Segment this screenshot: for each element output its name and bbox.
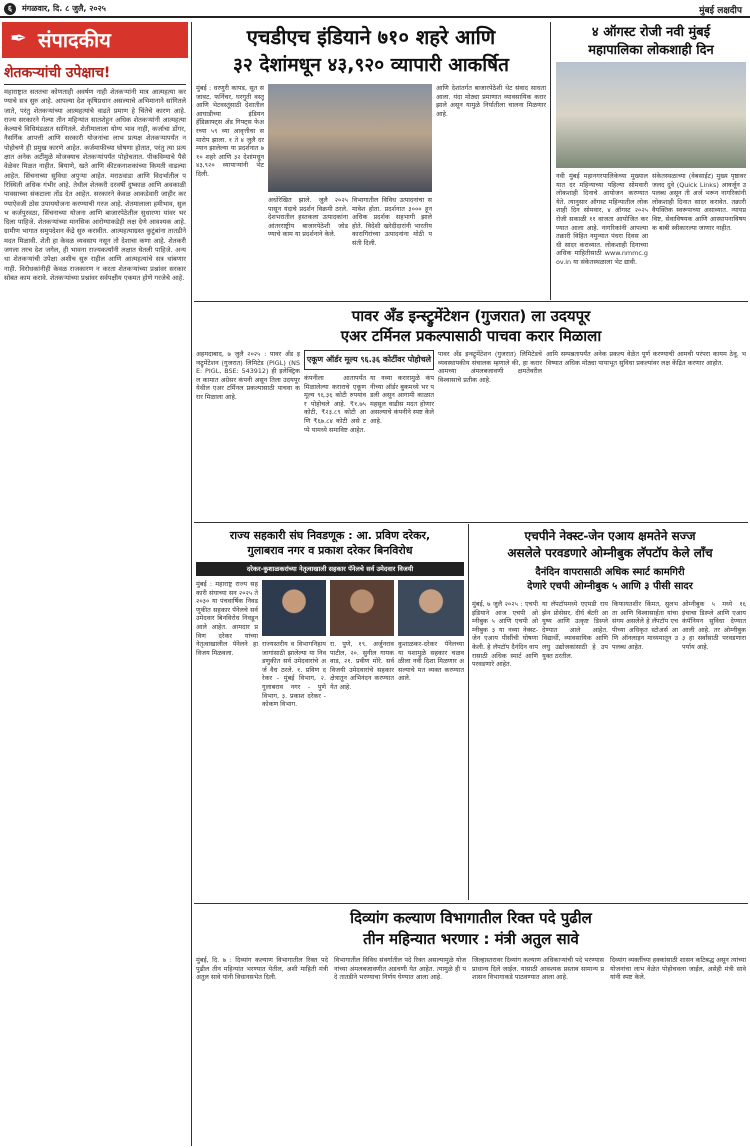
divyang-headline-1: दिव्यांग कल्याण विभागातील रिक्त पदे पुढील [350, 909, 592, 927]
hdfc-col-1: मुंबई : धरणुरी कापड, सूत सजावट, फर्निचर, घरगुती वस्तू आणि भेटवस्तूंसाठी देशातील आघाडीच्या इंडियन हँडिक्राफ्ट्स अँड गिफ्ट्स फेअरच्या ५९ व्या आवृत्तीचा समारोप झाला. १ ते ४ जुलै दरम्यान झालेल्या या प्रदर्शनात ७१० शहरे आणि ३२ देशांमधून ४३,९२० व्यापाऱ्यांनी भेट दिली. [196, 84, 264, 178]
divyang-col-3: जिल्हास्तरावर दिव्यांग कल्याण अधिकाऱ्यांची पदे भरण्यास प्राधान्य दिले जाईल. यासाठी आवश्यक प्रस्ताव सामान्य प्रशासन विभागाकडे पाठवण्यात आला आहे. [472, 956, 604, 982]
bmc-body: नवी मुंबई महानगरपालिकेच्या मुख्यालयात दर महिन्याच्या पहिल्या सोमवारी लोकशाही दिनाचे आयोजन करण्यात येते. त्यानुसार ऑगस्ट महिन्यातील लोकशाही दिन सोमवार, ४ ऑगस्ट २०२५ रोजी सकाळी ११ वाजता आयोजित करण्यात आला आहे. नागरिकांनी आपल्या तक्रारी विहित नमुन्यात पंधरा दिवस आधी सादर कराव्यात. लोकशाही दिनाच्या अधिक माहितीसाठी www.nmmc.gov.in या संकेतस्थळाला भेट द्यावी. [556, 172, 648, 266]
brand-name: मुंबई लक्षदीप [699, 6, 742, 16]
hp-col-1: मुंबई, ७ जुलै २०२५ : एचपी इंडियाने आज एचपी ओम्नीबुक ५ आणि एचपी ओम्नीबुक ३ या नव्या नेक्स्ट-जेन एआय पीसींची घोषणा केली. हे लॅपटॉप दैनंदिन वापरासाठी अधिक स्मार्ट आणि परवडणारे आहेत. [472, 600, 538, 669]
page-header [0, 0, 750, 18]
hp-subheadline-2: देणारे एचपी ओम्नीबुक ५ आणि ३ पीसी सादर [527, 581, 693, 592]
hdfc-col-4: आणि देशांतर्गत बाजारपेठेशी थेट संवाद साधता आला. यंदा मोठ्या प्रमाणात व्यावसायिक करार झाले असून यामुळे निर्यातीला चालना मिळणार आहे. [436, 84, 546, 118]
hp-col-2: या लॅपटॉपमध्ये एएमडी रायझेन प्रोसेसर, दीर्घ बॅटरी आयुष्य आणि उत्कृष्ट डिस्प्ले देण्यात आले आहेत. विद्यार्थी, व्यावसायिक आणि लघु उद्योजकांसाठी हे उपयुक्त ठरतील. [542, 600, 608, 660]
divyang-col-1: मुंबई, दि. ७ : दिव्यांग कल्याण विभागातील रिक्त पदे पुढील तीन महिन्यांत भरण्यात येतील, अशी माहिती मंत्री अतुल सावे यांनी विधानसभेत दिली. [196, 956, 328, 982]
power-col-4: पावर अँड इन्स्ट्रुमेंटेशन (गुजरात) लिमिटेडचे व्यवस्थापकीय संचालक म्हणाले की, हा करार आमच्या अंमलबजावणी क्षमतेवरील विश्वासाचे प्रतीक आहे. [438, 350, 542, 384]
power-col-3: या नव्या करारामुळे कंपनीच्या ऑर्डर बुकमध्ये भर पडली असून आगामी काळात महसूल वाढीस मदत होणार असल्याचे कंपनीने स्पष्ट केले आहे. [370, 374, 434, 425]
hp-headline-2: असलेले परवडणारे ओम्नीबुक लॅपटॉप केले लाँच [507, 546, 713, 560]
coop-col-1: मुंबई : महाराष्ट्र राज्य सहकारी संघाच्या सन २०२५ ते २०३० या पंचवार्षिक निवडणुकीत सहकार पॅनेलचे सर्व उमेदवार बिनविरोध निवडून आले आहेत. आमदार प्रविण दरेकर यांच्या नेतृत्वाखालील पॅनेलने हा विजय मिळवला. [196, 580, 258, 657]
hp-headline-1: एचपीने नेक्स्ट-जेन एआय क्षमतेने सज्ज [524, 529, 696, 543]
coop-col-2: राज्यस्तरीय व विभागनिहाय जागांसाठी झालेल्या या निवडणुकीत सर्व उमेदवारांचे अर्ज वैध ठरले. १. प्रविण दरेकर - मुंबई विभाग, २. गुलाबराव नगर - पुणे विभाग, ३. प्रकाश दरेकर - कोकण विभाग. [262, 640, 326, 709]
coop-headline-2: गुलाबराव नगर व प्रकाश दरेकर बिनविरोध [247, 544, 413, 557]
hdfc-col-2: अधोरेखित झाले. जुलै २०२५ पासून यंदाचे प्रदर्शन विक्रमी ठरले. देशभरातील हस्तकला उत्पादकांना आंतरराष्ट्रीय बाजारपेठेशी जोडण्याचे काम या प्रदर्शनाने केले. [268, 196, 348, 239]
hp-subheadline-1: दैनंदिन वापरासाठी अधिक स्मार्ट कामगिरी [535, 567, 685, 578]
coop-portrait-2 [330, 580, 394, 636]
hdfc-col-3: विभागातील विविध उत्पादनांचा समावेश होता. प्रदर्शनात ३००० हून अधिक प्रदर्शक सहभागी झाले होते. विदेशी खरेदीदारांनी भारतीय कारागिरांच्या उत्पादनांना मोठी पसंती दिली. [352, 196, 432, 247]
coop-portrait-1 [262, 580, 326, 636]
editorial-title: संपादकीय [38, 28, 111, 52]
coop-banner-box [196, 562, 464, 576]
coop-banner-text: दरेकर-कुशाळकरांच्या नेतृत्वाखाली सहकार पॅनेलचे सर्व उमेदवार विजयी [246, 565, 414, 573]
hp-col-4: ओम्नीबुक ५ मध्ये १६ इंचाचा डिस्प्ले आणि एआय कंपॅनियन सुविधा देण्यात आली आहे. तर ओम्नीबुक ३ हा सर्वांसाठी परवडणारा पर्याय आहे. [682, 600, 746, 651]
power-col-5: आमि सम्पन्नतापर्यंत अनेक प्रकल्प वेळेत पूर्ण करण्याची आमची परंपरा कायम ठेवू. भविष्यात अधिक मोठ्या पायाभूत सुविधा प्रकल्पांवर लक्ष केंद्रित करणार आहोत. [546, 350, 746, 367]
divyang-col-2: विभागातील विविध संवर्गातील पदे रिक्त असल्यामुळे योजनांच्या अंमलबजावणीत अडचणी येत आहेत. त्यामुळे ही पदे तातडीने भरण्याचा निर्णय घेण्यात आला आहे. [334, 956, 466, 982]
coop-col-3: रा. पुणे, १९. अर्जुनराव पाटील, २०. सुनील गायकवाड, २१. प्रवीण मोरे. सर्व विजयी उमेदवारांचे सहकार क्षेत्रातून अभिनंदन करण्यात येत आहे. [330, 640, 394, 691]
hdfc-headline-1: एचडीएच इंडियाने ७१० शहरे आणि [246, 25, 496, 49]
divyang-col-4: दिव्यांग व्यक्तींच्या हक्कांसाठी शासन कटिबद्ध असून त्यांच्या योजनांचा लाभ वेळेत पोहोचवला जाईल, असेही मंत्री सावे यांनी स्पष्ट केले. [610, 956, 746, 982]
bmc-right-col: संकेतस्थळाच्या (वेबसाईट) मुख्य पृष्ठावर जलद दुवे (Quick Links) आवर्जून उपलब्ध असून ती अर्ज भरून नागरिकांनी लोकशाही दिनात सादर करावेत. तक्रारी वैयक्तिक स्वरूपाच्या असाव्यात. न्यायप्रविष्ट, सेवाविषयक आणि आस्थापनाविषयक बाबी स्वीकारल्या जाणार नाहीत. [652, 172, 746, 232]
editorial-pen-icon: ✒ [10, 26, 27, 50]
coop-portrait-3 [398, 580, 464, 636]
coop-col-4: कुशाळकर-दरेकर पॅनेलच्या या यशामुळे सहकार चळवळीला नवी दिशा मिळणार असल्याचे मत व्यक्त करण्यात आले. [398, 640, 464, 683]
bmc-building-photo [556, 62, 746, 168]
power-col-2: कंपनीला आतापर्यंत मिळालेल्या कराराचे एकूण मूल्य ९६.३६ कोटी रुपयांवर पोहोचले आहे. ₹१.७५ कोटी, ₹२३.८९ कोटी आणि ₹६७.८४ कोटी असे टप्पे यामध्ये समाविष्ट आहेत. [304, 374, 366, 434]
power-headline-2: एअर टर्मिनल प्रकल्पासाठी पाचवा करार मिळाला [340, 327, 602, 345]
power-sub-box [304, 350, 434, 370]
editorial-body: महाराष्ट्रात सततचा कोणताही अवर्षण नाही शेतकऱ्यांनी मात्र आत्महत्या करण्याचे सत्र सुरु आहे. आपल्या देश कृषिप्रधान असल्याचे अभिमानाने सांगितले जाते, परंतु शेतकऱ्यांच्या आत्महत्यांचे वाढते प्रमाण हे चिंतेचे कारण आहे. राज्य सरकारने गेल्या तीन महिन्यांत सातशेहून अधिक शेतकऱ्यांनी आत्महत्या केल्याचे विधिमंडळात सांगितले. शेतीमालाला योग्य भाव नाही, कर्जाचा डोंगर, नैसर्गिक आपत्ती आणि सरकारी योजनांचा लाभ प्रत्यक्ष शेतकऱ्यापर्यंत न पोहोचणे ही प्रमुख कारणे आहेत. कर्जमाफीच्या घोषणा होतात, परंतु त्या प्रत्यक्षात अनेक अटींमुळे मोजक्याच शेतकऱ्यांपर्यंत पोहोचतात. पीकविम्याचे पैसे वेळेवर मिळत नाहीत. बियाणे, खते आणि कीटकनाशकांच्या किमती वाढल्या आहेत. सिंचनाच्या सुविधा अपुऱ्या आहेत. मराठवाडा आणि विदर्भातील परिस्थिती अधिक गंभीर आहे. तेथील शेतकरी दरवर्षी दुष्काळ आणि अवकाळी पावसाच्या संकटाला तोंड देत आहेत. सरकारने केवळ आकडेवारी जाहीर करण्याऐवजी ठोस उपाययोजना करण्याची गरज आहे. शेतमालाला हमीभाव, सुलभ कर्जपुरवठा, सिंचनाच्या योजना आणि बाजारपेठेतील सुधारणा यांवर भर दिला पाहिजे. शेतकऱ्यांच्या मानसिक आरोग्याकडेही लक्ष देणे आवश्यक आहे. ग्रामीण भागात समुपदेशन केंद्रे सुरु करावीत. आत्महत्याग्रस्त कुटुंबांना तातडीने मदत मिळावी. शेती हा केवळ व्यवसाय नसून तो देशाचा कणा आहे. शेतकरी जगला तरच देश जगेल, ही भावना राज्यकर्त्यांनी लक्षात घेतली पाहिजे. अन्यथा शेतकऱ्यांची उपेक्षा अशीच सुरु राहील आणि आत्महत्यांचे सत्र थांबणार नाही. विरोधकांनीही केवळ राजकारण न करता शेतकऱ्यांच्या प्रश्नांवर सरकारसोबत काम करावे. शेतकऱ्यांच्या प्रश्नांवर सर्वपक्षीय एकमत होणे गरजेचे आहे. [4, 88, 186, 282]
hdfc-headline-2: ३२ देशांमधून ४३,९२० व्यापारी आकर्षित [233, 54, 509, 76]
issue-date: मंगळवार, दि. ८ जुलै, २०२५ [22, 4, 106, 13]
hdfc-photo [268, 84, 432, 192]
hp-col-3: किफायतशीर किंमत, सुलभता आणि विश्वासार्हता यांचा संगम असलेले हे लॅपटॉप एचपीच्या अधिकृत स्टोअर्स आणि ऑनलाइन माध्यमातून उपलब्ध आहेत. [612, 600, 678, 651]
bmc-headline-2: महापालिका लोकशाही दिन [588, 43, 714, 58]
editorial-headline: शेतकऱ्यांची उपेक्षाच! [4, 65, 111, 81]
power-subheadline: एकूण ऑर्डर मूल्य ९६.३६ कोटींवर पोहोचले [306, 355, 432, 364]
power-headline-1: पावर अँड इन्स्ट्रुमेंटेशन (गुजरात) ला उदयपूर [351, 307, 591, 325]
bmc-headline-1: ४ ऑगस्ट रोजी नवी मुंबई [591, 25, 711, 40]
divyang-headline-2: तीन महिन्यात भरणार : मंत्री अतुल सावे [363, 930, 579, 948]
power-col-1: अहमदाबाद, ७ जुलै २०२५ : पावर अँड इन्स्ट्रुमेंटेशन (गुजरात) लिमिटेड (PIGL) (NSE: PIGL, BSE: 543912) ही इलेक्ट्रिकल कामात अग्रेसर कंपनी असून तिला उदयपूर येथील एअर टर्मिनल प्रकल्पासाठी पाचवा करार मिळाला आहे. [196, 350, 300, 401]
page-number: ६ [7, 4, 13, 13]
coop-headline-1: राज्य सहकारी संघ निवडणूक : आ. प्रविण दरेकर, [229, 529, 431, 542]
